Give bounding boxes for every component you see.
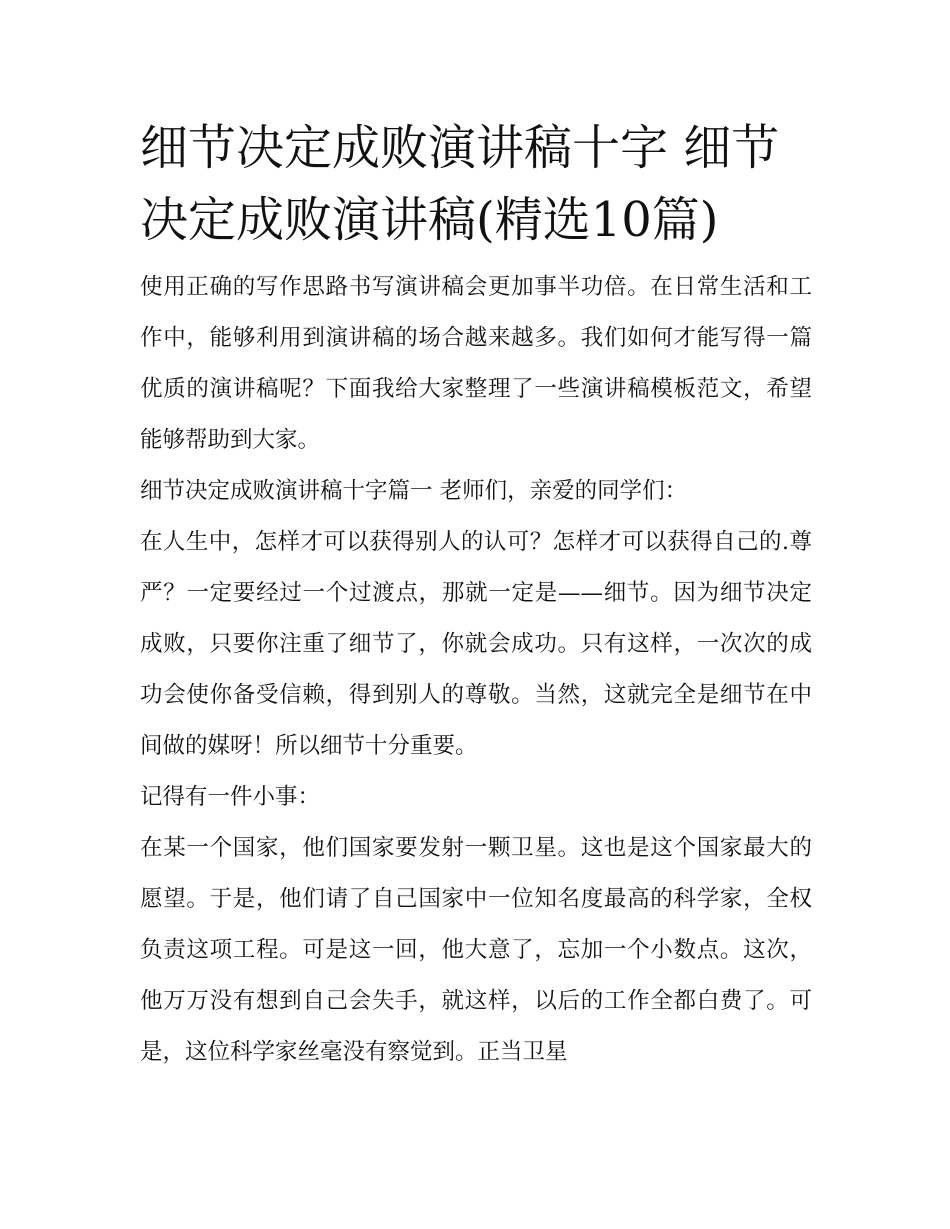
paragraph-section-heading: 细节决定成败演讲稿十字篇一 老师们，亲爱的同学们：	[140, 478, 688, 504]
document-title: 细节决定成败演讲稿十字 细节决定成败演讲稿(精选10篇)	[140, 120, 780, 248]
document-page	[140, 112, 812, 1078]
paragraph-body-2: 记得有一件小事：	[140, 784, 321, 810]
paragraph-body-1: 在人生中，怎样才可以获得别人的认可？怎样才可以获得自己的.尊严？一定要经过一个过渡点，那就一定是——细节。因为细节决定成败，只要你注重了细节了，你就会成功。只有这样，一次次的成功会使你备受信赖，得到别人的尊敬。当然，这就完全是细节在中间做的媒呀！所以细节十分重要。	[140, 529, 812, 759]
paragraph-intro: 使用正确的写作思路书写演讲稿会更加事半功倍。在日常生活和工作中，能够利用到演讲稿的场合越来越多。我们如何才能写得一篇优质的演讲稿呢？下面我给大家整理了一些演讲稿模板范文，希望能够帮助到大家。	[140, 274, 812, 453]
paragraph-body-3: 在某一个国家，他们国家要发射一颗卫星。这也是这个国家最大的愿望。于是，他们请了自己国家中一位知名度最高的科学家，全权负责这项工程。可是这一回，他大意了，忘加一个小数点。这次，他万万没有想到自己会失手，就这样，以后的工作全都白费了。可是，这位科学家丝毫没有察觉到。正当卫星	[140, 835, 812, 1065]
